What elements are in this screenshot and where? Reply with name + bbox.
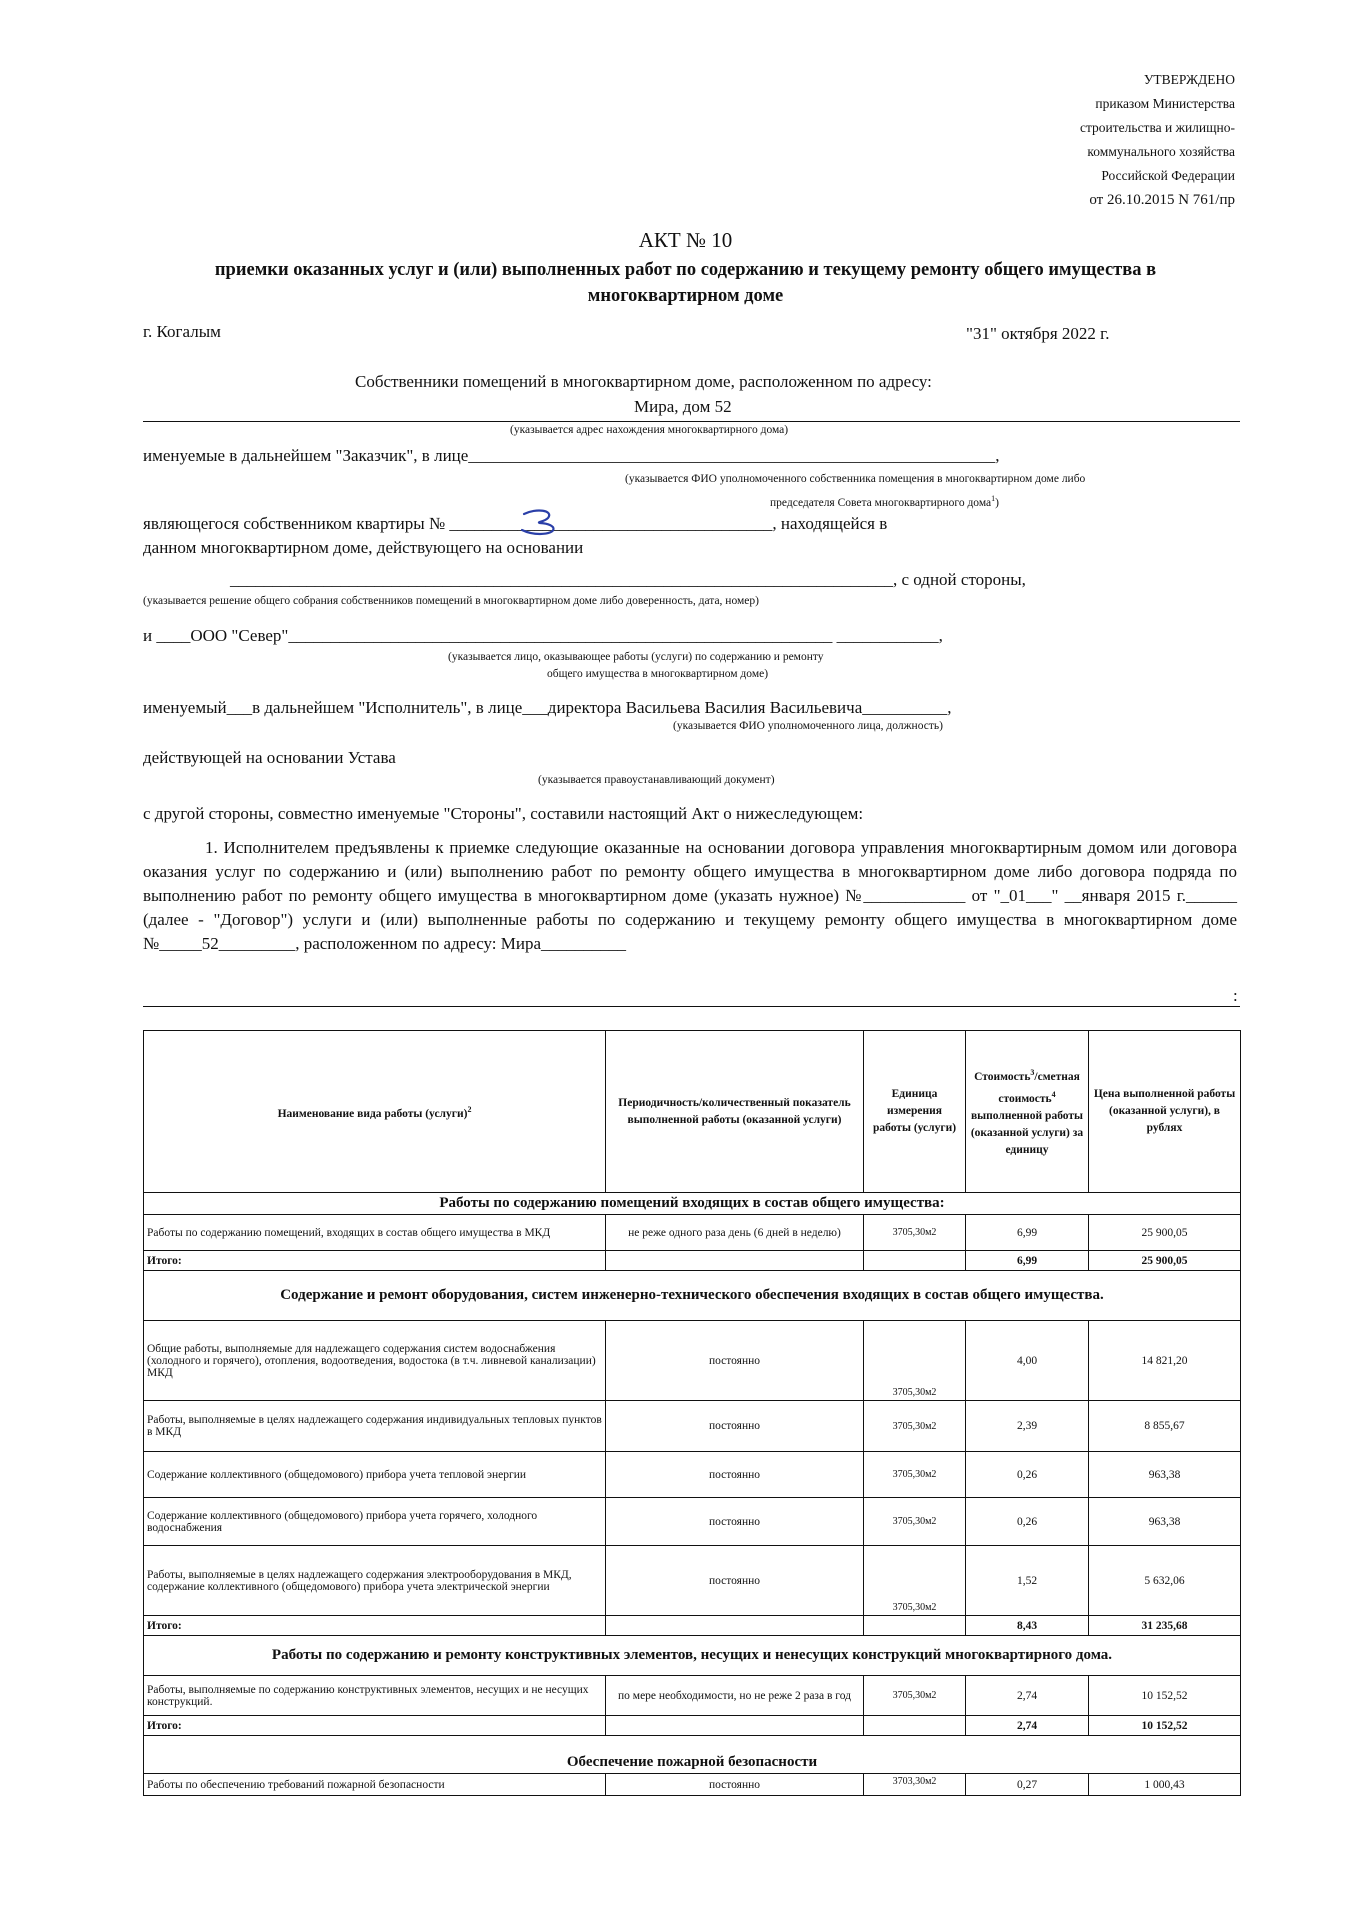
owners-intro: Собственники помещений в многоквартирном доме, расположенном по адресу: <box>355 372 932 391</box>
row-period: по мере необходимости, но не реже 2 раза в год <box>606 1676 864 1716</box>
row-unit: 3705,30м2 <box>864 1452 966 1498</box>
row-cost: 1,52 <box>966 1546 1089 1616</box>
row-name: Работы, выполняемые в целях надлежащего содержания индивидуальных тепловых пунктов в МКД <box>144 1401 606 1452</box>
row-name: Работы, выполняемые в целях надлежащего содержания электрооборудования в МКД, содержание коллективного (общедомового) прибора учета электрической энергии <box>144 1546 606 1616</box>
row-period: постоянно <box>606 1546 864 1616</box>
act-city: г. Когалым <box>143 322 221 341</box>
contractor-hint: общего имущества в многоквартирном доме) <box>547 668 769 680</box>
customer-hint: (указывается ФИО уполномоченного собственника помещения в многоквартирном доме либо <box>625 473 1086 485</box>
table-row <box>144 1774 1241 1796</box>
address-underline <box>143 421 1240 422</box>
row-name: Работы, выполняемые по содержанию конструктивных элементов, несущих и не несущих конструкций. <box>144 1676 606 1716</box>
row-period: постоянно <box>606 1321 864 1401</box>
table-row <box>144 1401 1241 1452</box>
row-cost: 2,39 <box>966 1401 1089 1452</box>
total-row <box>144 1616 1241 1636</box>
total-cost: 6,99 <box>966 1251 1089 1271</box>
row-cost: 0,26 <box>966 1452 1089 1498</box>
owner-line2: данном многоквартирном доме, действующего на основании <box>143 538 584 557</box>
row-unit: 3705,30м2 <box>864 1401 966 1452</box>
table-row <box>144 1452 1241 1498</box>
row-cost: 0,27 <box>966 1774 1089 1796</box>
approval-line: коммунального хозяйства <box>1087 144 1235 159</box>
table-row <box>144 1321 1241 1401</box>
row-cost: 0,26 <box>966 1498 1089 1546</box>
row-cost: 2,74 <box>966 1676 1089 1716</box>
clause-1-text: 1. Исполнителем предъявлены к приемке следующие оказанные на основании договора управления многоквартирным домом или договора оказания услуг по содержанию и (или) выполнению работ по ремонту общего имущества в многоквартирном доме либо договора подряда по выполнению работ по ремонту общего имущества в многоквартирном доме (указать нужное) №____________ от "_01___" __января 2015 г.______ (далее - "Договор") услуги и (или) выполненные работы по содержанию и текущему ремонту общего имущества в многоквартирном доме №_____52_________, расположенном по адресу: Мира__________ <box>143 838 1237 953</box>
works-table <box>143 1030 1241 1796</box>
act-number: АКТ № 10 <box>638 228 733 252</box>
row-price: 8 855,67 <box>1089 1401 1241 1452</box>
row-cost: 4,00 <box>966 1321 1089 1401</box>
row-price: 963,38 <box>1089 1498 1241 1546</box>
section-title: Обеспечение пожарной безопасности <box>144 1736 1241 1774</box>
total-cost: 2,74 <box>966 1716 1089 1736</box>
row-name: Работы по содержанию помещений, входящих в состав общего имущества в МКД <box>144 1215 606 1251</box>
act-date: "31" октября 2022 г. <box>966 324 1110 343</box>
table-header-row <box>144 1031 1241 1193</box>
total-label: Итого: <box>144 1616 606 1636</box>
total-row <box>144 1716 1241 1736</box>
row-name: Общие работы, выполняемые для надлежащего содержания систем водоснабжения (холодного и горячего), отопления, водоотведения, водостока (в т.ч. ливневой канализации) МКД <box>144 1321 606 1401</box>
table-row <box>144 1546 1241 1616</box>
row-price: 5 632,06 <box>1089 1546 1241 1616</box>
header-cost: Стоимость$^3$/сметная стоимость$^4$ выполненной работы (оказанной услуги) за единицу <box>966 1031 1089 1193</box>
total-label: Итого: <box>144 1251 606 1271</box>
section-title: Работы по содержанию и ремонту конструктивных элементов, несущих и ненесущих конструкций многоквартирного дома. <box>144 1636 1241 1676</box>
table-row <box>144 1676 1241 1716</box>
handwritten-apartment-number <box>518 508 568 538</box>
total-cost: 8,43 <box>966 1616 1089 1636</box>
basis-hint: (указывается решение общего собрания собственников помещений в многоквартирном доме либо доверенность, дата, номер) <box>143 595 759 607</box>
row-unit: 3705,30м2 <box>864 1676 966 1716</box>
total-price: 10 152,52 <box>1089 1716 1241 1736</box>
clause-1 <box>143 836 1237 956</box>
act-subtitle: приемки оказанных услуг и (или) выполненных работ по содержанию и текущему ремонту общего имущества в многоквартирном доме <box>214 260 1157 306</box>
row-unit: 3703,30м2 <box>864 1774 966 1796</box>
contractor-hint: (указывается лицо, оказывающее работы (услуги) по содержанию и ремонту <box>448 651 824 663</box>
contractor-named-hint: (указывается ФИО уполномоченного лица, должность) <box>673 720 943 732</box>
section-title: Содержание и ремонт оборудования, систем инженерно-технического обеспечения входящих в состав общего имущества. <box>144 1271 1241 1321</box>
contractor-named-line: именуемый___в дальнейшем "Исполнитель", в лице___директора Васильева Василия Васильевича__________, <box>143 698 952 717</box>
row-period: не реже одного раза день (6 дней в неделю) <box>606 1215 864 1251</box>
clause-1-end-mark: : <box>1233 986 1238 1005</box>
row-price: 10 152,52 <box>1089 1676 1241 1716</box>
row-period: постоянно <box>606 1452 864 1498</box>
approval-line: от 26.10.2015 N 761/пр <box>1089 192 1235 208</box>
row-cost: 6,99 <box>966 1215 1089 1251</box>
row-unit: 3705,30м2 <box>864 1321 966 1401</box>
basis-line: ______________________________________________________________________________, с одной стороны, <box>230 570 1026 589</box>
row-period: постоянно <box>606 1401 864 1452</box>
approval-line: строительства и жилищно- <box>1080 120 1235 135</box>
row-period: постоянно <box>606 1498 864 1546</box>
approval-line: Российской Федерации <box>1101 168 1235 183</box>
contractor-line: и ____ООО "Север"________________________________________________________________ ____________, <box>143 626 943 645</box>
header-period: Периодичность/количественный показатель выполненной работы (оказанной услуги) <box>606 1031 864 1193</box>
row-price: 14 821,20 <box>1089 1321 1241 1401</box>
row-name: Работы по обеспечению требований пожарной безопасности <box>144 1774 606 1796</box>
total-label: Итого: <box>144 1716 606 1736</box>
approval-line: УТВЕРЖДЕНО <box>1143 72 1235 87</box>
row-price: 1 000,43 <box>1089 1774 1241 1796</box>
row-name: Содержание коллективного (общедомового) прибора учета горячего, холодного водоснабжения <box>144 1498 606 1546</box>
header-unit: Единица измерения работы (услуги) <box>864 1031 966 1193</box>
parties-line: с другой стороны, совместно именуемые "Стороны", составили настоящий Акт о нижеследующем: <box>143 804 864 823</box>
total-price: 25 900,05 <box>1089 1251 1241 1271</box>
customer-hint: председателя Совета многоквартирного дома$^1$) <box>770 494 999 509</box>
clause-1-underline <box>143 1006 1240 1007</box>
table-row <box>144 1498 1241 1546</box>
contractor-basis: действующей на основании Устава <box>143 748 396 767</box>
header-price: Цена выполненной работы (оказанной услуги), в рублях <box>1089 1031 1241 1193</box>
section-title: Работы по содержанию помещений входящих в состав общего имущества: <box>144 1193 1241 1215</box>
row-unit: 3705,30м2 <box>864 1498 966 1546</box>
row-price: 25 900,05 <box>1089 1215 1241 1251</box>
address-hint: (указывается адрес нахождения многоквартирного дома) <box>510 424 789 436</box>
row-unit: 3705,30м2 <box>864 1546 966 1616</box>
total-row <box>144 1251 1241 1271</box>
approval-block <box>1080 68 1235 212</box>
owners-address: Мира, дом 52 <box>634 397 732 416</box>
total-price: 31 235,68 <box>1089 1616 1241 1636</box>
row-unit: 3705,30м2 <box>864 1215 966 1251</box>
row-period: постоянно <box>606 1774 864 1796</box>
contractor-basis-hint: (указывается правоустанавливающий документ) <box>538 774 775 786</box>
customer-line: именуемые в дальнейшем "Заказчик", в лице______________________________________________________________, <box>143 446 1000 465</box>
table-row <box>144 1215 1241 1251</box>
owner-line: являющегося собственником квартиры № ______________________________________, находящейся в <box>143 514 888 533</box>
row-name: Содержание коллективного (общедомового) прибора учета тепловой энергии <box>144 1452 606 1498</box>
approval-line: приказом Министерства <box>1095 96 1235 111</box>
row-price: 963,38 <box>1089 1452 1241 1498</box>
header-name: Наименование вида работы (услуги)$^2$ <box>144 1031 606 1193</box>
